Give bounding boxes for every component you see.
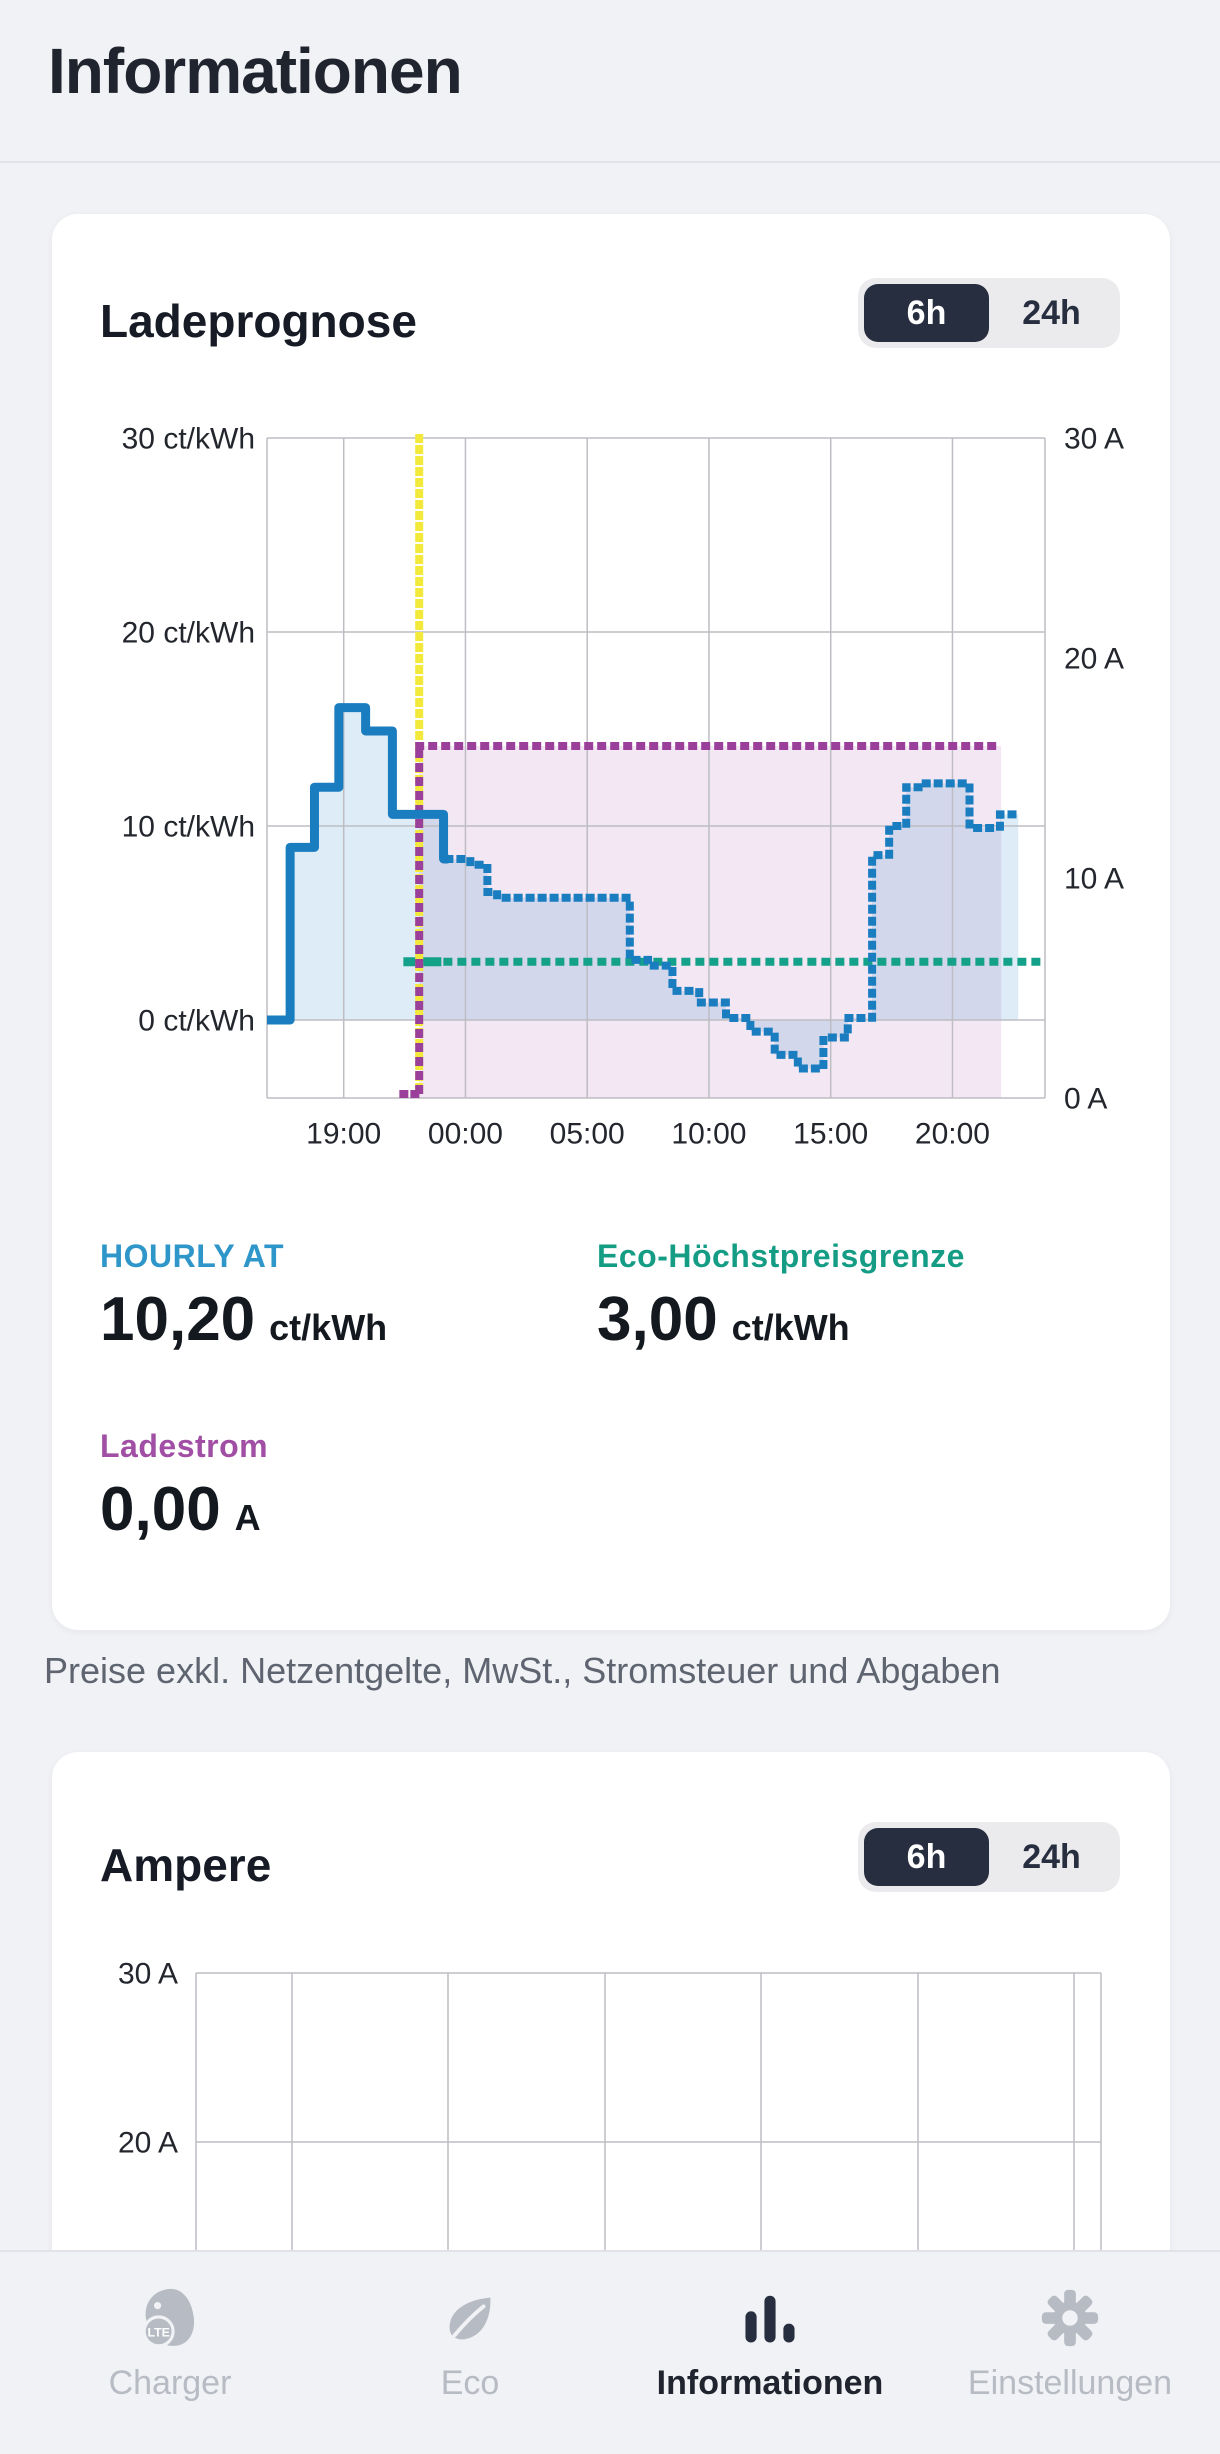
- hourly-at-unit: ct/kWh: [269, 1307, 388, 1348]
- hourly-at-number: 10,20: [100, 1285, 256, 1354]
- hourly-at-label: HOURLY AT: [100, 1238, 285, 1274]
- bottom-navbar: [0, 2250, 1220, 2454]
- ladeprognose-chart: [60, 420, 1200, 1195]
- toggle-24h[interactable]: 24h: [1022, 1837, 1081, 1876]
- toggle-6h[interactable]: 6h: [864, 1828, 989, 1886]
- ladestrom-number: 0,00: [100, 1475, 221, 1544]
- nav-item-charger[interactable]: [20, 2252, 320, 2454]
- ladeprognose-range-toggle[interactable]: [858, 278, 1120, 348]
- ladeprognose-title: Ladeprognose: [100, 295, 417, 347]
- toggle-6h[interactable]: 6h: [864, 284, 989, 342]
- ampere-chart: [60, 1950, 1200, 2250]
- svg-text:10 A: 10 A: [1064, 862, 1125, 896]
- price-disclaimer: Preise exkl. Netzentgelte, MwSt., Stromsteuer und Abgaben: [44, 1650, 1001, 1691]
- nav-label-charger: Charger: [108, 2364, 232, 2402]
- gear-icon: [1039, 2282, 1101, 2354]
- nav-item-eco[interactable]: [320, 2252, 620, 2454]
- svg-text:30 ct/kWh: 30 ct/kWh: [121, 422, 255, 456]
- charger-icon: [137, 2282, 203, 2354]
- header-divider: [0, 161, 1220, 163]
- bar-chart-icon: [741, 2282, 799, 2354]
- nav-label-informationen: Informationen: [656, 2364, 884, 2402]
- nav-label-eco: Eco: [440, 2364, 500, 2402]
- svg-text:00:00: 00:00: [427, 1117, 503, 1151]
- eco-limit-value: [597, 1284, 850, 1355]
- nav-item-einstellungen[interactable]: [920, 2252, 1220, 2454]
- page-title: Informationen: [48, 35, 462, 107]
- ampere-title: Ampere: [100, 1839, 272, 1891]
- svg-text:30 A: 30 A: [117, 1957, 178, 1991]
- eco-limit-number: 3,00: [597, 1285, 718, 1354]
- svg-text:0 A: 0 A: [1064, 1082, 1108, 1116]
- svg-text:20 ct/kWh: 20 ct/kWh: [121, 616, 255, 650]
- toggle-24h[interactable]: 24h: [1022, 293, 1081, 332]
- ladestrom-unit: A: [234, 1497, 261, 1538]
- ladestrom-value: [100, 1474, 261, 1545]
- ampere-range-toggle[interactable]: [858, 1822, 1120, 1892]
- hourly-at-value: [100, 1284, 387, 1355]
- lte-badge: LTE: [147, 2325, 170, 2340]
- nav-label-einstellungen: Einstellungen: [967, 2364, 1173, 2402]
- svg-text:05:00: 05:00: [549, 1117, 625, 1151]
- eco-limit-label: Eco-Höchstpreisgrenze: [597, 1238, 965, 1274]
- eco-limit-unit: ct/kWh: [731, 1307, 850, 1348]
- svg-text:30 A: 30 A: [1064, 422, 1125, 456]
- svg-text:20 A: 20 A: [117, 2126, 178, 2160]
- svg-text:19:00: 19:00: [306, 1117, 382, 1151]
- svg-text:10 ct/kWh: 10 ct/kWh: [121, 810, 255, 844]
- svg-text:20:00: 20:00: [914, 1117, 991, 1151]
- ladestrom-label: Ladestrom: [100, 1428, 269, 1464]
- leaf-icon: [439, 2282, 501, 2354]
- svg-text:15:00: 15:00: [793, 1117, 869, 1151]
- svg-text:0 ct/kWh: 0 ct/kWh: [138, 1004, 255, 1038]
- svg-text:10:00: 10:00: [671, 1117, 747, 1151]
- svg-text:20 A: 20 A: [1064, 642, 1125, 676]
- nav-item-informationen[interactable]: [620, 2252, 920, 2454]
